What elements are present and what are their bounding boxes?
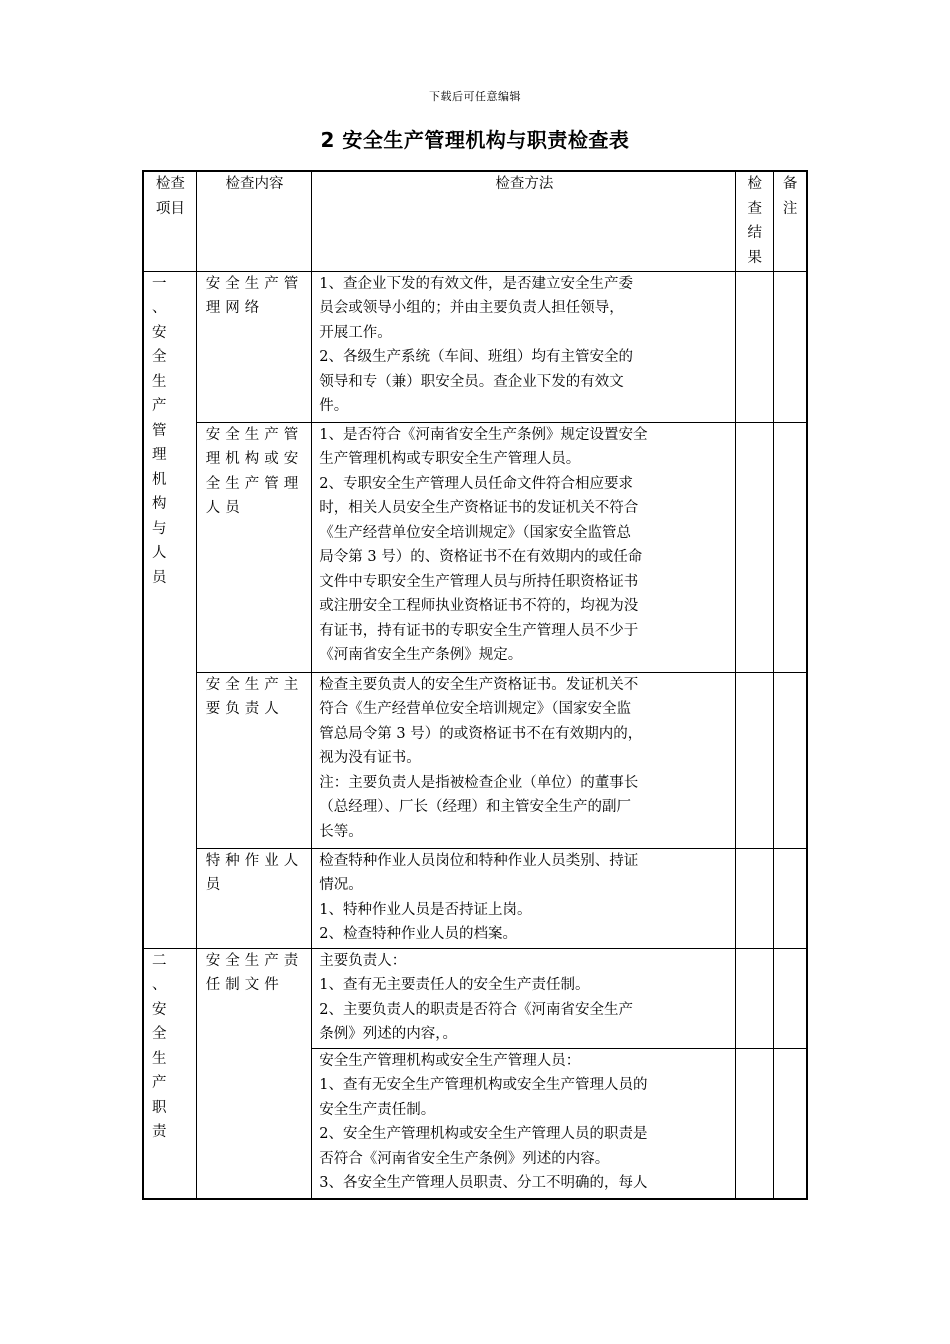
note-cell[interactable] — [774, 672, 807, 848]
note-cell[interactable] — [774, 948, 807, 1048]
check-result-cell[interactable] — [736, 948, 774, 1048]
note-cell[interactable] — [774, 1048, 807, 1199]
check-method-cell: 主要负责人： 1、查有无主要责任人的安全生产责任制。 2、主要负责人的职责是否符合《河南省安全生产 条例》列述的内容，。 — [312, 948, 736, 1048]
check-content-cell: 安全生产责 任制文件 — [196, 948, 311, 1199]
check-method-cell: 检查主要负责人的安全生产资格证书。发证机关不 符合《生产经营单位安全培训规定》（国家安全监 管总局令第 3 号）的或资格证书不在有效期内的， 视为没有证书。 注：主要负责人是指被检查企业（单位）的董事长 （总经理）、厂长（经理）和主管安全生产的副厂 长等。 — [312, 672, 736, 848]
table-header-row — [143, 171, 807, 271]
check-method-cell: 1、是否符合《河南省安全生产条例》规定设置安全 生产管理机构或专职安全生产管理人员。 2、专职安全生产管理人员任命文件符合相应要求 时，相关人员安全生产资格证书的发证机关不符合 《生产经营单位安全培训规定》（国家安全监管总 局令第 3 号）的、资格证书不在有效期内的或任命 文件中专职安全生产管理人员与所持任职资格证书 或注册安全工程师执业资格证书不符的，均视为没 有证书，持有证书的专职安全生产管理人员不少于 《河南省安全生产条例》规定。 — [312, 422, 736, 672]
inspection-table — [142, 170, 808, 1200]
check-content-cell: 安全生产管 理网络 — [196, 271, 311, 422]
check-method-cell: 安全生产管理机构或安全生产管理人员： 1、查有无安全生产管理机构或安全生产管理人员的 安全生产责任制。 2、安全生产管理机构或安全生产管理人员的职责是 否符合《河南省安全生产条例》列述的内容。 3、各安全生产管理人员职责、分工不明确的，每人 — [312, 1048, 736, 1199]
check-method-cell: 1、查企业下发的有效文件，是否建立安全生产委 员会或领导小组的；并由主要负责人担任领导， 开展工作。 2、各级生产系统（车间、班组）均有主管安全的 领导和专（兼）职安全员。查企业下发的有效文 件。 — [312, 271, 736, 422]
check-method-cell: 检查特种作业人员岗位和特种作业人员类别、持证 情况。 1、特种作业人员是否持证上岗。 2、检查特种作业人员的档案。 — [312, 848, 736, 948]
table-row — [143, 422, 807, 672]
check-content-cell: 安全生产主 要负责人 — [196, 672, 311, 848]
note-cell[interactable] — [774, 271, 807, 422]
check-result-cell[interactable] — [736, 271, 774, 422]
check-result-cell[interactable] — [736, 1048, 774, 1199]
header-check-item: 检查 项目 — [143, 171, 196, 271]
header-check-content: 检查内容 — [196, 171, 311, 271]
document-title: 2 安全生产管理机构与职责检查表 — [320, 128, 630, 152]
check-result-cell[interactable] — [736, 422, 774, 672]
check-content-cell: 安全生产管 理机构或安 全生产管理 人员 — [196, 422, 311, 672]
check-result-cell[interactable] — [736, 672, 774, 848]
check-result-cell[interactable] — [736, 848, 774, 948]
header-check-result: 检 查 结 果 — [736, 171, 774, 271]
header-note: 备 注 — [774, 171, 807, 271]
header-note: 下载后可任意编辑 — [429, 90, 521, 103]
header-check-method: 检查方法 — [312, 171, 736, 271]
note-cell[interactable] — [774, 848, 807, 948]
check-content-cell: 特种作业人 员 — [196, 848, 311, 948]
section-2-item: 二 、 安 全 生 产 职责 — [143, 948, 196, 1199]
table-row — [143, 271, 807, 422]
table-row — [143, 948, 807, 1048]
section-1-item: 一 、 安 全 生 产 管 理 机 构 与 人 员 — [143, 271, 196, 948]
note-cell[interactable] — [774, 422, 807, 672]
table-row — [143, 672, 807, 848]
table-row — [143, 848, 807, 948]
